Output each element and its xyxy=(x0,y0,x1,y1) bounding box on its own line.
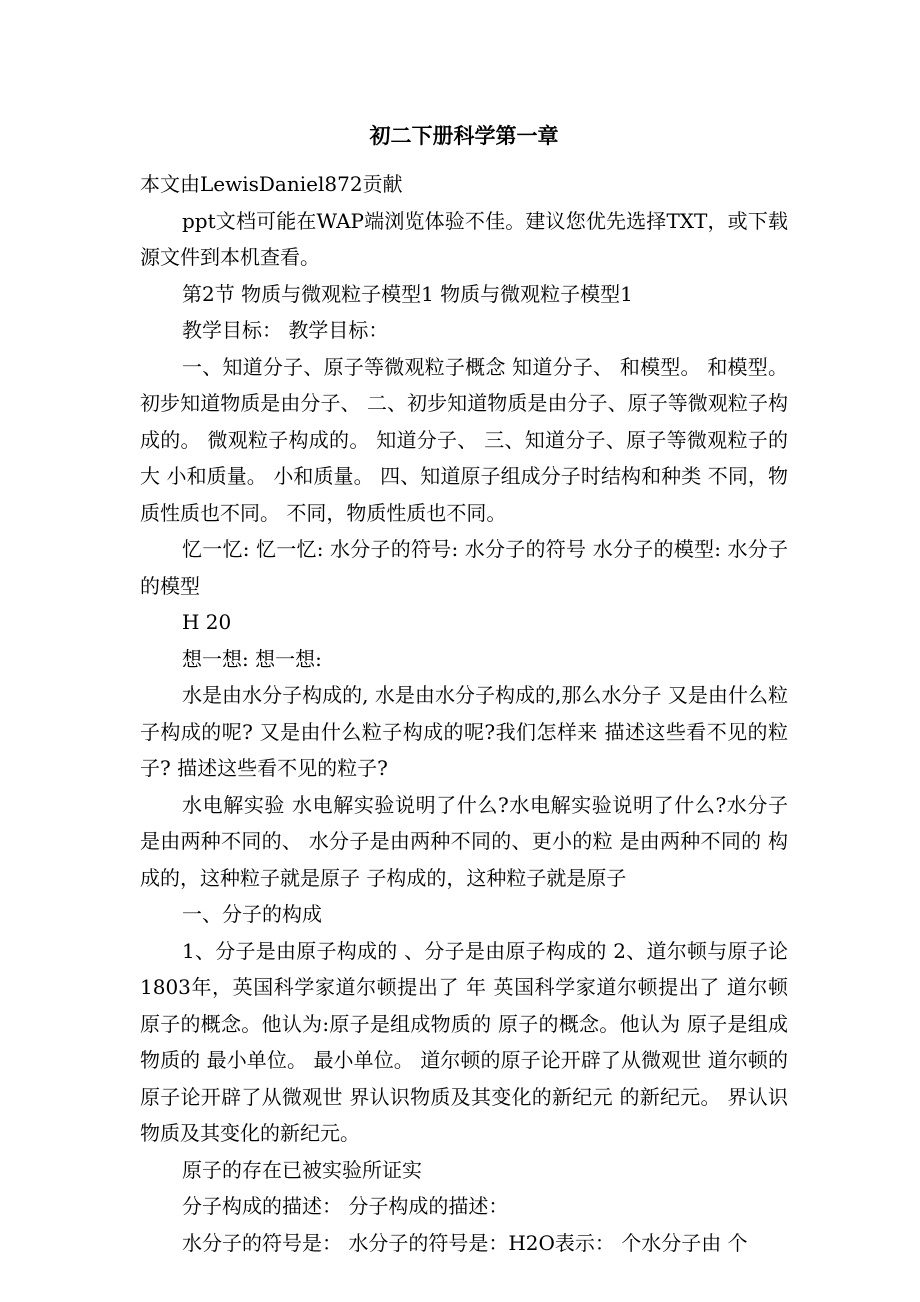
paragraph-think-question: 水是由水分子构成的, 水是由水分子构成的,那么水分子 又是由什么粒子构成的呢? 又是由什么粒子构成的呢?我们怎样来 描述这些看不见的粒子? 描述这些看不见的粒子? xyxy=(140,683,788,780)
paragraph-molecule-structure-heading: 一、分子的构成 xyxy=(182,902,322,926)
paragraph-water-symbol: 水分子的符号是： 水分子的符号是：H2O表示： 个水分子由 个 xyxy=(182,1230,748,1255)
paragraph-view-notice: ppt文档可能在WAP端浏览体验不佳。建议您优先选择TXT，或下载源文件到本机查看。 xyxy=(140,208,788,269)
paragraph-electrolysis: 水电解实验 水电解实验说明了什么?水电解实验说明了什么?水分子是由两种不同的、 水分子是由两种不同的、更小的粒 是由两种不同的 构成的，这种粒子就是原子 子构成的，这种粒子就是原子 xyxy=(140,792,788,890)
paragraph-dalton-theory: 1、分子是由原子构成的 、分子是由原子构成的 2、道尔顿与原子论 1803年，英国科学家道尔顿提出了 年 英国科学家道尔顿提出了 道尔顿 原子的概念。他认为:原子是组成物质的 原子的概念。他认为 原子是组成物质的 最小单位。 最小单位。 道尔顿的原子论开辟了从微观世 道尔顿的原子论开辟了从微观世 界认识物质及其变化的新纪元 的新纪元。 界认识物质及其变化的新纪元。 xyxy=(140,938,788,1145)
paragraph-atom-proven: 原子的存在已被实验所证实 xyxy=(182,1157,422,1182)
paragraph-section-heading: 第2节 物质与微观粒子模型1 物质与微观粒子模型1 xyxy=(182,281,633,306)
document-title: 初二下册科学第一章 xyxy=(369,123,559,148)
author-line: 本文由LewisDaniel872贡献 xyxy=(140,172,403,196)
paragraph-formula: H 20 xyxy=(182,610,232,634)
paragraph-description-heading: 分子构成的描述： 分子构成的描述： xyxy=(182,1194,509,1218)
paragraph-recall: 忆一忆: 忆一忆: 水分子的符号: 水分子的符号 水分子的模型: 水分子的模型 xyxy=(140,537,788,598)
paragraph-objectives: 一、知道分子、原子等微观粒子概念 知道分子、 和模型。 和模型。 初步知道物质是由分子、 二、初步知道物质是由分子、原子等微观粒子构成的。 微观粒子构成的。 知道分子、 三、知道分子、原子等微观粒子的大 小和质量。 小和质量。 四、知道原子组成分子时结构和种类 不同，物质性质也不同。 不同，物质性质也不同。 xyxy=(140,354,788,525)
paragraph-think-heading: 想一想: 想一想: xyxy=(182,646,322,671)
paragraph-objectives-heading: 教学目标： 教学目标： xyxy=(182,318,389,342)
document-page xyxy=(140,118,788,1261)
